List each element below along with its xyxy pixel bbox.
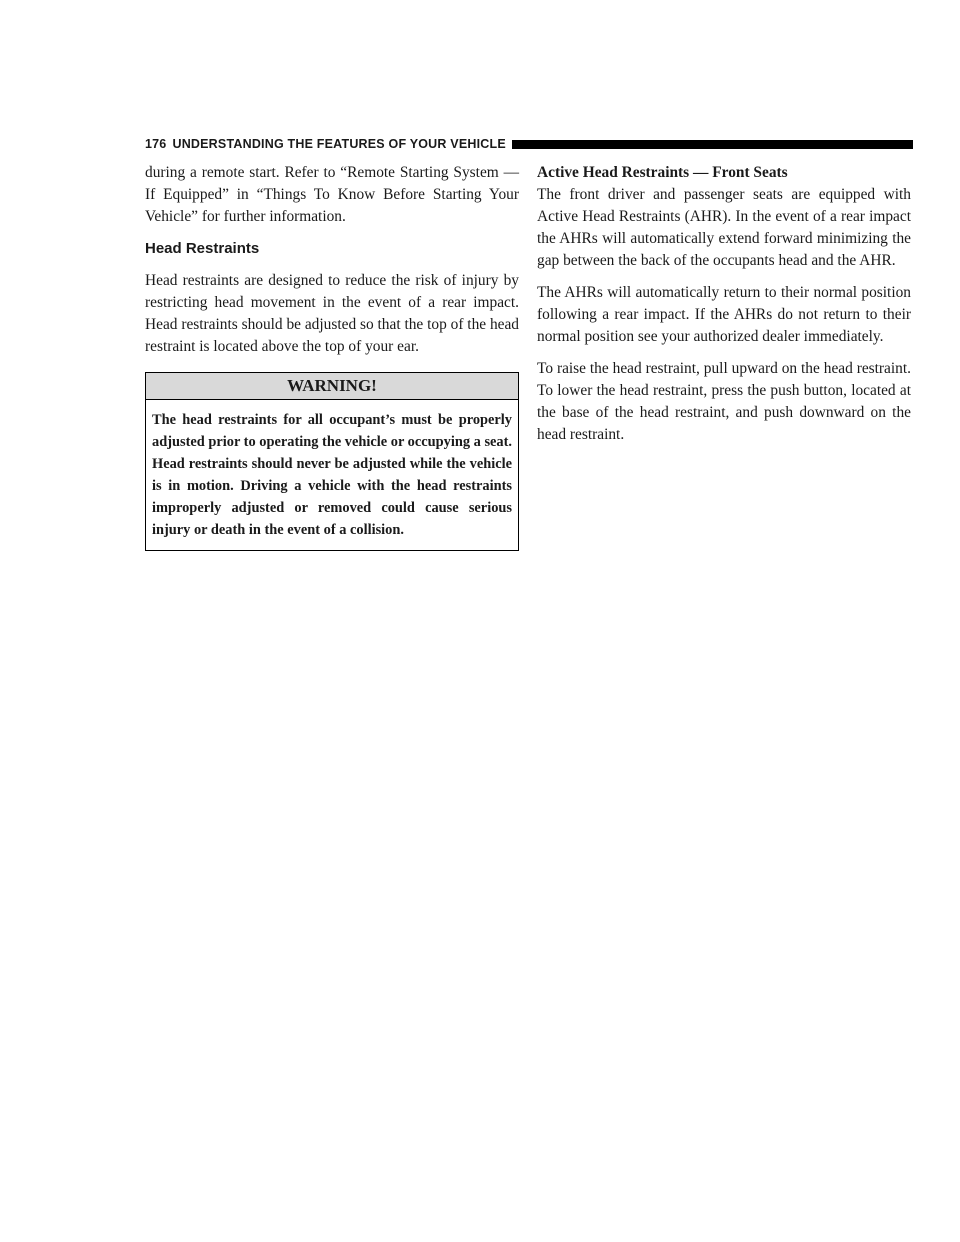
ahr-paragraph-1: The front driver and passenger seats are equipped with Active Head Restraints (AHR). In the event of a rear impact the AHRs will automatically extend forward minimizing the gap between the back of the occupants head and the AHR. <box>537 186 911 269</box>
active-head-restraints-heading: Active Head Restraints — Front Seats <box>537 164 788 181</box>
left-column <box>145 162 519 551</box>
page-header <box>145 137 913 151</box>
page-number: 176 <box>145 137 167 151</box>
warning-text: The head restraints for all occupant’s must be properly adjusted prior to operating the vehicle or occupying a seat. Head restraints should never be adjusted while the vehicle is in motion. Driving a vehicle with the head restraints improperly adjusted or removed could cause serious injury or death in the event of a collision. <box>152 412 513 538</box>
section-title: UNDERSTANDING THE FEATURES OF YOUR VEHICLE <box>172 137 506 151</box>
right-column <box>537 162 911 456</box>
header-rule <box>512 140 913 149</box>
ahr-paragraph-3: To raise the head restraint, pull upward on the head restraint. To lower the head restraint, press the push button, located at the base of the head restraint, and push downward on the head restraint. <box>537 360 911 443</box>
head-restraints-paragraph: Head restraints are designed to reduce the risk of injury by restricting head movement in the event of a rear impact. Head restraints should be adjusted so that the top of the head restraint is located above the top of your ear. <box>145 272 519 355</box>
intro-paragraph: during a remote start. Refer to “Remote Starting System — If Equipped” in “Things To Know Before Starting Your Vehicle” for further information. <box>145 164 519 225</box>
warning-box <box>145 372 519 551</box>
warning-title: WARNING! <box>146 373 518 400</box>
ahr-paragraph-2: The AHRs will automatically return to their normal position following a rear impact. If the AHRs do not return to their normal position see your authorized dealer immediately. <box>537 284 911 345</box>
head-restraints-heading: Head Restraints <box>145 240 260 257</box>
